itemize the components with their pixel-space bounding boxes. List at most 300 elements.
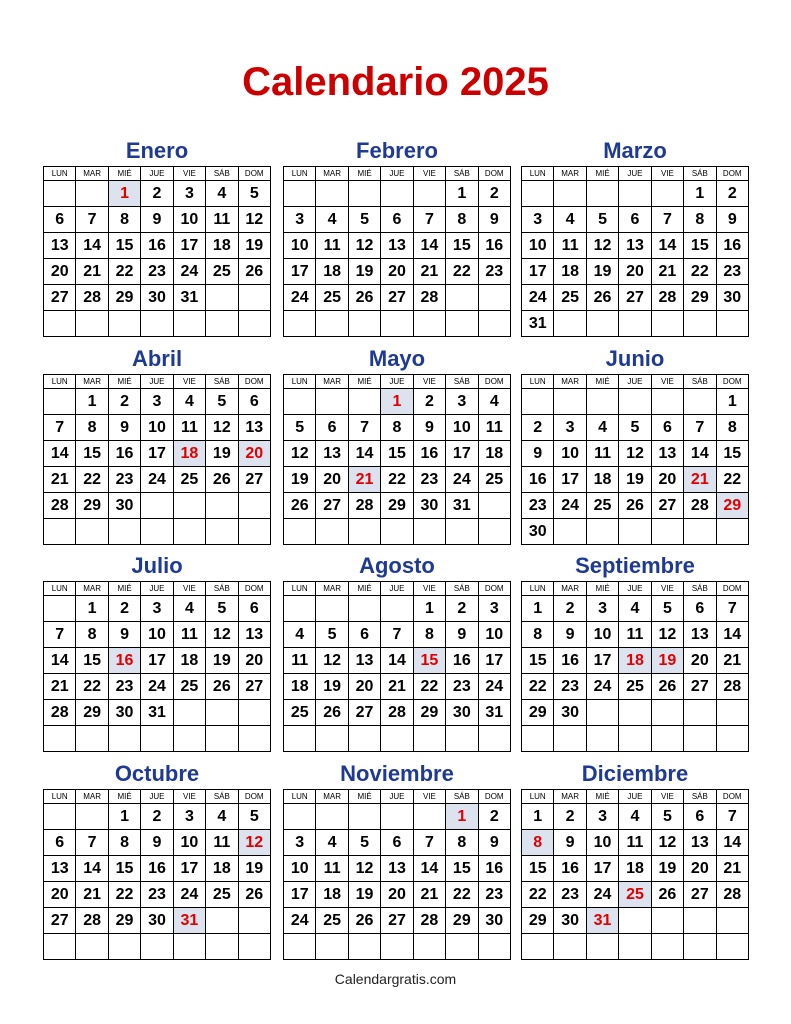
- day-cell: 12: [238, 207, 270, 233]
- month-name: Octubre: [114, 761, 200, 786]
- weekday-header-row: [44, 375, 271, 389]
- weekday-label: LUN: [284, 167, 316, 181]
- week-row: [284, 700, 511, 726]
- day-cell: 26: [316, 700, 348, 726]
- day-cell: 30: [141, 908, 173, 934]
- day-cell: 12: [206, 622, 238, 648]
- week-row: [44, 856, 271, 882]
- week-row: [284, 674, 511, 700]
- day-cell: 7: [44, 415, 76, 441]
- empty-cell: [173, 493, 205, 519]
- empty-cell: [619, 181, 651, 207]
- day-cell: 23: [554, 882, 586, 908]
- day-cell: 27: [238, 674, 270, 700]
- week-row: [522, 311, 749, 337]
- weekday-label: DOM: [238, 375, 270, 389]
- day-cell: 27: [348, 700, 380, 726]
- holiday-cell: 15: [413, 648, 445, 674]
- empty-cell: [348, 934, 380, 960]
- day-cell: 15: [522, 856, 554, 882]
- day-cell: 11: [173, 415, 205, 441]
- day-cell: 3: [554, 415, 586, 441]
- day-cell: 27: [619, 285, 651, 311]
- empty-cell: [554, 726, 586, 752]
- day-cell: 1: [522, 596, 554, 622]
- weekday-label: SÁB: [684, 790, 716, 804]
- empty-cell: [684, 934, 716, 960]
- month-block: [283, 138, 511, 337]
- empty-cell: [44, 596, 76, 622]
- empty-cell: [141, 311, 173, 337]
- day-cell: 14: [44, 648, 76, 674]
- holiday-cell: 12: [238, 830, 270, 856]
- weekday-label: LUN: [284, 790, 316, 804]
- month-name: Enero: [125, 138, 189, 163]
- day-cell: 6: [381, 207, 413, 233]
- empty-cell: [108, 934, 140, 960]
- day-cell: 2: [108, 389, 140, 415]
- month-name: Marzo: [603, 138, 667, 163]
- day-cell: 8: [413, 622, 445, 648]
- day-cell: 22: [716, 467, 748, 493]
- day-cell: 4: [206, 804, 238, 830]
- day-cell: 13: [348, 648, 380, 674]
- day-cell: 29: [522, 700, 554, 726]
- empty-cell: [619, 389, 651, 415]
- day-cell: 8: [108, 207, 140, 233]
- weekday-label: SÁB: [206, 790, 238, 804]
- weekday-label: JUE: [141, 582, 173, 596]
- empty-cell: [522, 181, 554, 207]
- day-cell: 25: [206, 259, 238, 285]
- empty-cell: [619, 311, 651, 337]
- page-title: Calendario 2025: [242, 60, 549, 104]
- day-cell: 12: [348, 233, 380, 259]
- weekday-label: DOM: [716, 375, 748, 389]
- day-cell: 25: [478, 467, 510, 493]
- weekday-label: VIE: [651, 790, 683, 804]
- week-row: [44, 519, 271, 545]
- day-cell: 6: [619, 207, 651, 233]
- empty-cell: [446, 726, 478, 752]
- day-cell: 17: [586, 648, 618, 674]
- day-cell: 24: [284, 285, 316, 311]
- weekday-label: DOM: [716, 582, 748, 596]
- day-cell: 31: [173, 285, 205, 311]
- day-cell: 1: [413, 596, 445, 622]
- empty-cell: [141, 934, 173, 960]
- week-row: [284, 207, 511, 233]
- week-row: [44, 415, 271, 441]
- weekday-label: DOM: [716, 790, 748, 804]
- day-cell: 17: [522, 259, 554, 285]
- weekday-label: LUN: [44, 582, 76, 596]
- empty-cell: [446, 934, 478, 960]
- day-cell: 26: [586, 285, 618, 311]
- day-cell: 27: [381, 285, 413, 311]
- day-cell: 18: [316, 259, 348, 285]
- month-block: [43, 138, 271, 337]
- weekday-label: MIÉ: [586, 167, 618, 181]
- day-cell: 9: [446, 622, 478, 648]
- empty-cell: [238, 519, 270, 545]
- day-cell: 31: [478, 700, 510, 726]
- empty-cell: [651, 726, 683, 752]
- day-cell: 14: [44, 441, 76, 467]
- day-cell: 26: [206, 674, 238, 700]
- day-cell: 17: [554, 467, 586, 493]
- day-cell: 21: [716, 856, 748, 882]
- day-cell: 11: [619, 830, 651, 856]
- empty-cell: [348, 311, 380, 337]
- day-cell: 2: [141, 181, 173, 207]
- week-row: [522, 441, 749, 467]
- day-cell: 3: [478, 596, 510, 622]
- empty-cell: [44, 181, 76, 207]
- empty-cell: [586, 389, 618, 415]
- week-row: [284, 804, 511, 830]
- day-cell: 10: [554, 441, 586, 467]
- day-cell: 2: [554, 596, 586, 622]
- day-cell: 17: [173, 856, 205, 882]
- day-cell: 2: [446, 596, 478, 622]
- day-cell: 22: [413, 674, 445, 700]
- empty-cell: [651, 389, 683, 415]
- empty-cell: [44, 804, 76, 830]
- day-cell: 17: [446, 441, 478, 467]
- day-cell: 22: [108, 882, 140, 908]
- month-block: [43, 761, 271, 960]
- day-cell: 21: [651, 259, 683, 285]
- day-cell: 18: [173, 648, 205, 674]
- day-cell: 7: [413, 830, 445, 856]
- week-row: [44, 259, 271, 285]
- empty-cell: [716, 519, 748, 545]
- day-cell: 27: [44, 285, 76, 311]
- day-cell: 9: [108, 622, 140, 648]
- day-cell: 6: [238, 596, 270, 622]
- day-cell: 21: [44, 467, 76, 493]
- empty-cell: [348, 726, 380, 752]
- day-cell: 19: [348, 882, 380, 908]
- holiday-cell: 19: [651, 648, 683, 674]
- empty-cell: [316, 311, 348, 337]
- empty-cell: [108, 726, 140, 752]
- day-cell: 8: [446, 207, 478, 233]
- empty-cell: [446, 311, 478, 337]
- day-cell: 11: [206, 830, 238, 856]
- weekday-label: LUN: [522, 790, 554, 804]
- day-cell: 23: [108, 467, 140, 493]
- empty-cell: [478, 726, 510, 752]
- day-cell: 15: [522, 648, 554, 674]
- day-cell: 16: [554, 856, 586, 882]
- week-row: [44, 207, 271, 233]
- day-cell: 3: [173, 804, 205, 830]
- empty-cell: [586, 934, 618, 960]
- day-cell: 27: [651, 493, 683, 519]
- day-cell: 26: [348, 285, 380, 311]
- day-cell: 12: [206, 415, 238, 441]
- day-cell: 20: [381, 259, 413, 285]
- day-cell: 15: [446, 233, 478, 259]
- day-cell: 16: [141, 856, 173, 882]
- day-cell: 19: [238, 233, 270, 259]
- week-row: [44, 285, 271, 311]
- day-cell: 11: [284, 648, 316, 674]
- day-cell: 25: [206, 882, 238, 908]
- day-cell: 7: [716, 596, 748, 622]
- day-cell: 6: [381, 830, 413, 856]
- day-cell: 13: [44, 233, 76, 259]
- week-row: [44, 648, 271, 674]
- day-cell: 10: [284, 233, 316, 259]
- empty-cell: [173, 519, 205, 545]
- day-cell: 5: [316, 622, 348, 648]
- day-cell: 28: [381, 700, 413, 726]
- empty-cell: [522, 934, 554, 960]
- weekday-label: JUE: [381, 790, 413, 804]
- day-cell: 28: [651, 285, 683, 311]
- empty-cell: [413, 181, 445, 207]
- day-cell: 6: [651, 415, 683, 441]
- holiday-cell: 21: [684, 467, 716, 493]
- day-cell: 10: [173, 830, 205, 856]
- holiday-cell: 31: [173, 908, 205, 934]
- empty-cell: [284, 934, 316, 960]
- day-cell: 19: [206, 648, 238, 674]
- day-cell: 11: [478, 415, 510, 441]
- empty-cell: [522, 726, 554, 752]
- weekday-label: VIE: [651, 375, 683, 389]
- month-table: [283, 581, 511, 752]
- day-cell: 14: [76, 233, 108, 259]
- empty-cell: [173, 700, 205, 726]
- week-row: [284, 441, 511, 467]
- day-cell: 28: [76, 285, 108, 311]
- day-cell: 1: [522, 804, 554, 830]
- weekday-header-row: [522, 790, 749, 804]
- day-cell: 25: [316, 285, 348, 311]
- month-block: [283, 346, 511, 545]
- empty-cell: [141, 519, 173, 545]
- empty-cell: [76, 181, 108, 207]
- week-row: [44, 181, 271, 207]
- day-cell: 14: [684, 441, 716, 467]
- weekday-label: MIÉ: [108, 167, 140, 181]
- empty-cell: [413, 311, 445, 337]
- day-cell: 4: [284, 622, 316, 648]
- week-row: [284, 181, 511, 207]
- day-cell: 20: [44, 882, 76, 908]
- month-table: [521, 789, 749, 960]
- weekday-header-row: [284, 167, 511, 181]
- week-row: [522, 934, 749, 960]
- day-cell: 26: [651, 882, 683, 908]
- day-cell: 30: [554, 700, 586, 726]
- weekday-label: MAR: [554, 582, 586, 596]
- day-cell: 24: [554, 493, 586, 519]
- holiday-cell: 20: [238, 441, 270, 467]
- day-cell: 15: [684, 233, 716, 259]
- empty-cell: [316, 519, 348, 545]
- empty-cell: [413, 519, 445, 545]
- empty-cell: [478, 519, 510, 545]
- day-cell: 26: [284, 493, 316, 519]
- week-row: [44, 233, 271, 259]
- day-cell: 19: [586, 259, 618, 285]
- day-cell: 7: [44, 622, 76, 648]
- week-row: [44, 934, 271, 960]
- day-cell: 9: [554, 830, 586, 856]
- week-row: [44, 726, 271, 752]
- day-cell: 19: [206, 441, 238, 467]
- day-cell: 30: [413, 493, 445, 519]
- weekday-label: MIÉ: [348, 167, 380, 181]
- month-table: [283, 374, 511, 545]
- day-cell: 16: [554, 648, 586, 674]
- day-cell: 21: [413, 259, 445, 285]
- day-cell: 9: [141, 207, 173, 233]
- day-cell: 18: [586, 467, 618, 493]
- month-block: [521, 138, 749, 337]
- week-row: [522, 467, 749, 493]
- weekday-label: MAR: [76, 375, 108, 389]
- week-row: [522, 596, 749, 622]
- month-name: Febrero: [356, 138, 438, 163]
- day-cell: 4: [619, 804, 651, 830]
- day-cell: 11: [173, 622, 205, 648]
- day-cell: 10: [478, 622, 510, 648]
- weekday-label: JUE: [381, 167, 413, 181]
- day-cell: 14: [76, 856, 108, 882]
- empty-cell: [619, 700, 651, 726]
- weekday-label: LUN: [284, 375, 316, 389]
- day-cell: 31: [446, 493, 478, 519]
- weekday-header-row: [44, 790, 271, 804]
- weekday-label: DOM: [238, 167, 270, 181]
- weekday-label: MAR: [76, 582, 108, 596]
- empty-cell: [651, 181, 683, 207]
- day-cell: 5: [651, 804, 683, 830]
- empty-cell: [108, 519, 140, 545]
- day-cell: 26: [238, 882, 270, 908]
- day-cell: 3: [141, 596, 173, 622]
- day-cell: 29: [684, 285, 716, 311]
- day-cell: 13: [238, 415, 270, 441]
- empty-cell: [381, 726, 413, 752]
- week-row: [44, 804, 271, 830]
- week-row: [284, 830, 511, 856]
- day-cell: 18: [478, 441, 510, 467]
- weekday-label: DOM: [716, 167, 748, 181]
- day-cell: 20: [651, 467, 683, 493]
- day-cell: 7: [76, 207, 108, 233]
- day-cell: 3: [284, 207, 316, 233]
- week-row: [284, 648, 511, 674]
- empty-cell: [413, 726, 445, 752]
- day-cell: 23: [478, 882, 510, 908]
- day-cell: 10: [446, 415, 478, 441]
- empty-cell: [348, 596, 380, 622]
- empty-cell: [76, 311, 108, 337]
- weekday-label: LUN: [44, 790, 76, 804]
- empty-cell: [716, 908, 748, 934]
- week-row: [284, 908, 511, 934]
- day-cell: 23: [141, 259, 173, 285]
- day-cell: 28: [413, 285, 445, 311]
- day-cell: 4: [586, 415, 618, 441]
- empty-cell: [586, 311, 618, 337]
- weekday-label: MIÉ: [108, 582, 140, 596]
- day-cell: 2: [413, 389, 445, 415]
- week-row: [284, 934, 511, 960]
- day-cell: 1: [76, 596, 108, 622]
- empty-cell: [651, 934, 683, 960]
- empty-cell: [76, 934, 108, 960]
- empty-cell: [108, 311, 140, 337]
- day-cell: 7: [684, 415, 716, 441]
- weekday-label: MAR: [554, 375, 586, 389]
- month-block: [43, 553, 271, 752]
- weekday-label: MAR: [76, 790, 108, 804]
- day-cell: 29: [446, 908, 478, 934]
- holiday-cell: 16: [108, 648, 140, 674]
- day-cell: 15: [446, 856, 478, 882]
- empty-cell: [44, 519, 76, 545]
- empty-cell: [238, 934, 270, 960]
- day-cell: 31: [522, 311, 554, 337]
- empty-cell: [586, 519, 618, 545]
- day-cell: 17: [141, 648, 173, 674]
- week-row: [44, 882, 271, 908]
- holiday-cell: 29: [716, 493, 748, 519]
- empty-cell: [684, 311, 716, 337]
- weekday-label: LUN: [522, 375, 554, 389]
- weekday-label: DOM: [478, 582, 510, 596]
- day-cell: 25: [173, 674, 205, 700]
- day-cell: 16: [716, 233, 748, 259]
- empty-cell: [381, 934, 413, 960]
- day-cell: 12: [651, 622, 683, 648]
- week-row: [44, 311, 271, 337]
- day-cell: 18: [554, 259, 586, 285]
- day-cell: 8: [76, 622, 108, 648]
- week-row: [284, 856, 511, 882]
- day-cell: 5: [651, 596, 683, 622]
- day-cell: 9: [554, 622, 586, 648]
- day-cell: 3: [141, 389, 173, 415]
- holiday-cell: 31: [586, 908, 618, 934]
- week-row: [44, 830, 271, 856]
- day-cell: 8: [76, 415, 108, 441]
- week-row: [44, 622, 271, 648]
- day-cell: 17: [284, 259, 316, 285]
- day-cell: 13: [651, 441, 683, 467]
- weekday-label: LUN: [522, 582, 554, 596]
- day-cell: 15: [108, 856, 140, 882]
- empty-cell: [76, 726, 108, 752]
- weekday-header-row: [284, 790, 511, 804]
- day-cell: 27: [381, 908, 413, 934]
- empty-cell: [586, 726, 618, 752]
- day-cell: 17: [173, 233, 205, 259]
- day-cell: 18: [284, 674, 316, 700]
- day-cell: 29: [76, 700, 108, 726]
- weekday-label: MIÉ: [586, 582, 618, 596]
- empty-cell: [141, 726, 173, 752]
- day-cell: 24: [284, 908, 316, 934]
